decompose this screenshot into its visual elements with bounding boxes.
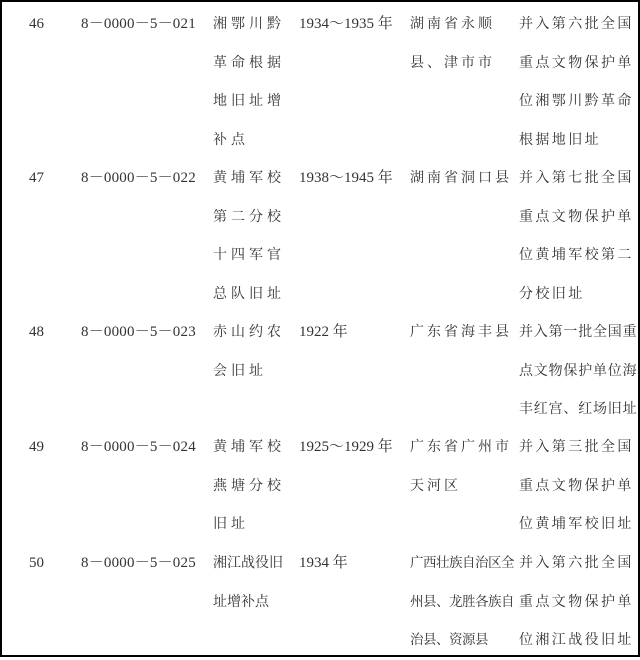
row-era: 1925～1929 年: [299, 439, 393, 455]
row-note: [519, 544, 634, 660]
row-name: [213, 428, 285, 544]
note-line: 并入第六批全国: [519, 555, 634, 571]
location-line: 州县、龙胜各族自: [410, 593, 514, 610]
name-line: 第二分校: [213, 208, 285, 225]
name-line: 会旧址: [213, 362, 267, 379]
row-location: [410, 313, 512, 352]
row-code: 8－0000－5－023: [81, 324, 196, 340]
note-line: 位湘鄂川黔革命: [519, 93, 634, 109]
row-name: [213, 544, 283, 621]
note-line: 重点文物保护单: [519, 54, 634, 71]
note-line: 位湘江战役旧址: [519, 632, 634, 648]
row-location: [410, 159, 512, 198]
location-line: 广西壮族自治区全: [410, 555, 514, 571]
note-line: 并入第六批全国: [519, 16, 634, 32]
note-line: 丰红宫、红场旧址: [519, 401, 638, 417]
note-line: 重点文物保护单: [519, 477, 634, 494]
row-index: 46: [29, 16, 44, 32]
row-code: 8－0000－5－024: [81, 439, 196, 455]
name-line: 革命根据: [213, 54, 285, 71]
row-note: [519, 428, 634, 544]
note-line: 并入第三批全国: [519, 439, 634, 455]
row-code: 8－0000－5－022: [81, 170, 196, 186]
name-line: 补点: [213, 131, 249, 148]
row-era: 1934～1935 年: [299, 16, 393, 32]
note-line: 并入第一批全国重: [519, 324, 638, 340]
name-line: 赤山约农: [213, 324, 285, 340]
note-line: 位黄埔军校第二: [519, 247, 634, 263]
row-name: [213, 159, 285, 313]
row-index: 47: [29, 170, 44, 186]
row-name: [213, 5, 285, 159]
location-line: 天河区: [410, 477, 461, 494]
row-location: [410, 428, 512, 505]
location-line: 治县、资源县: [410, 632, 488, 648]
name-line: 地旧址增: [213, 93, 285, 109]
name-line: 黄埔军校: [213, 170, 285, 186]
row-code: 8－0000－5－025: [81, 555, 196, 571]
note-line: 重点文物保护单: [519, 208, 634, 225]
location-line: 县、津市市: [410, 54, 495, 71]
name-line: 总队旧址: [213, 285, 285, 302]
row-index: 50: [29, 555, 44, 571]
name-line: 湘鄂川黔: [213, 16, 285, 32]
row-note: [519, 5, 634, 159]
row-location: [410, 544, 514, 660]
row-era: 1938～1945 年: [299, 170, 393, 186]
name-line: 址增补点: [213, 593, 269, 610]
row-index: 48: [29, 324, 44, 340]
note-line: 位黄埔军校旧址: [519, 516, 634, 532]
name-line: 湘江战役旧: [213, 555, 283, 571]
name-line: 黄埔军校: [213, 439, 285, 455]
note-line: 点文物保护单位海: [519, 362, 638, 379]
location-line: 湖南省永顺: [410, 16, 495, 32]
row-code: 8－0000－5－021: [81, 16, 196, 32]
location-line: 广东省海丰县: [410, 324, 512, 340]
location-line: 广东省广州市: [410, 439, 512, 455]
name-line: 十四军官: [213, 247, 285, 263]
location-line: 湖南省洞口县: [410, 170, 512, 186]
note-line: 根据地旧址: [519, 131, 601, 148]
note-line: 分校旧址: [519, 285, 585, 302]
row-era: 1922 年: [299, 324, 348, 340]
row-note: [519, 159, 634, 313]
row-location: [410, 5, 495, 82]
name-line: 燕塘分校: [213, 477, 285, 494]
row-name: [213, 313, 285, 390]
note-line: 重点文物保护单: [519, 593, 634, 610]
note-line: 并入第七批全国: [519, 170, 634, 186]
row-era: 1934 年: [299, 555, 348, 571]
row-index: 49: [29, 439, 44, 455]
row-note: [519, 313, 637, 429]
name-line: 旧址: [213, 516, 249, 532]
